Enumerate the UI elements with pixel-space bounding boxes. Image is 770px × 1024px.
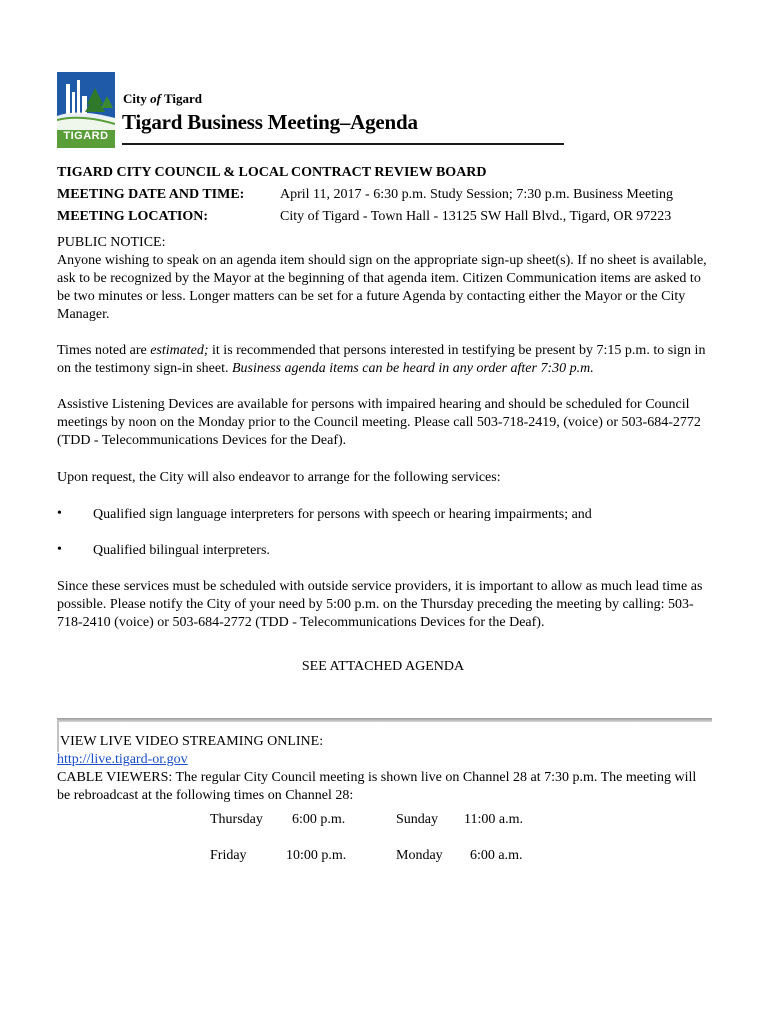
schedule-day: Thursday [210,812,263,827]
section-divider-edge [57,720,59,752]
schedule-time: 6:00 a.m. [470,848,523,863]
live-stream-link[interactable]: http://live.tigard-or.gov [57,752,188,767]
notice-paragraph-1: Anyone wishing to speak on an agenda item should sign on the appropriate sign-up sheet(s). If no sheet is available, ask to be recognized by the Mayor at the beginning of that agenda item. Citizen Communication items are asked to be two minutes or less. Longer matters can be set for a future Agenda by contacting either the Mayor or the City Manager. [57,253,707,322]
list-item: Qualified sign language interpreters for persons with speech or hearing impairments; and [93,507,592,522]
location-value: City of Tigard - Town Hall - 13125 SW Hall Blvd., Tigard, OR 97223 [280,209,672,224]
schedule-day: Monday [396,848,443,863]
see-attached-agenda: SEE ATTACHED AGENDA [301,659,465,674]
cable-viewers-text: CABLE VIEWERS: The regular City Council meeting is shown live on Channel 28 at 7:30 p.m. The meeting will be rebroadcast at the following times on Channel 28: [57,770,697,803]
schedule-time: 6:00 p.m. [292,812,346,827]
date-label: MEETING DATE AND TIME: [57,187,245,202]
notice-heading: PUBLIC NOTICE: [57,235,166,250]
video-heading: VIEW LIVE VIDEO STREAMING ONLINE: [60,734,324,749]
notice-paragraph-2: Times noted are estimated; it is recommended that persons interested in testifying be present by 7:15 p.m. to sign in on the testimony sign-in sheet. Business agenda items can be heard in any order after 7:30 p.m. [57,343,706,376]
schedule-time: 11:00 a.m. [464,812,523,827]
location-label: MEETING LOCATION: [57,209,209,224]
title-divider [122,143,564,145]
city-name: City of Tigard [123,91,203,106]
schedule-time: 10:00 p.m. [286,848,347,863]
notice-paragraph-3: Assistive Listening Devices are available for persons with impaired hearing and should be scheduled for Council meetings by noon on the Monday prior to the Council meeting. Please call 503-718-2419, (voice) or 503-684-2772 (TDD - Telecommunications Devices for the Deaf). [57,397,701,448]
notice-paragraph-4: Upon request, the City will also endeavor to arrange for the following services: [57,470,501,485]
schedule-day: Friday [210,848,247,863]
page-title: Tigard Business Meeting–Agenda [122,110,418,134]
bullet-glyph: • [57,542,62,557]
notice-paragraph-5: Since these services must be scheduled with outside service providers, it is important to allow as much lead time as possible. Please notify the City of your need by 5:00 p.m. on the Thursday preceding the meeting by calling: 503-718-2410 (voice) or 503-684-2772 (TDD - Telecommunications Devices for the Deaf). [57,579,703,630]
section-divider [57,718,712,722]
date-value: April 11, 2017 - 6:30 p.m. Study Session; 7:30 p.m. Business Meeting [280,187,674,202]
tigard-logo [57,72,115,148]
board-heading: TIGARD CITY COUNCIL & LOCAL CONTRACT REVIEW BOARD [57,165,487,180]
logo-wordmark: TIGARD [63,130,109,142]
bullet-glyph: • [57,506,62,521]
list-item: Qualified bilingual interpreters. [93,543,270,558]
schedule-day: Sunday [396,812,438,827]
